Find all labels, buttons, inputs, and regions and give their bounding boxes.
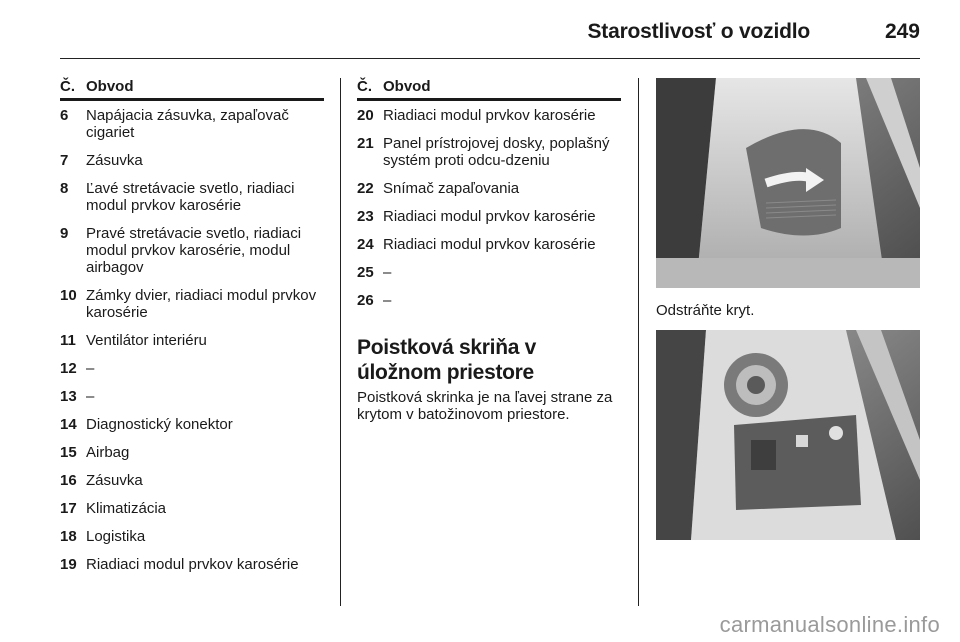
fuse-row [357,236,621,253]
fuse-number: 12 [60,360,77,377]
fuse-circuit: Zásuvka [86,472,143,489]
page-number: 249 [884,20,920,43]
column-header-number: Č. [60,78,75,95]
fuse-circuit: Pravé stretávacie svetlo, riadiaci modul prvkov karosérie, modul airbagov [86,225,302,276]
running-header-title: Starostlivosť o vozidlo [587,20,810,43]
fuse-row [60,416,324,433]
column-header-circuit: Obvod [383,78,431,95]
fuse-circuit: Riadiaci modul prvkov karosérie [383,236,596,253]
fuse-row [357,292,621,309]
fuse-row [60,388,324,405]
fuse-number: 25 [357,264,374,281]
fuse-circuit: Zásuvka [86,152,143,169]
section-paragraph: Poistková skrinka je na ľavej strane za krytom v batožinovom priestore. [357,389,613,423]
fuse-table-header [357,78,621,101]
fuse-number: 20 [357,107,374,124]
fuse-number: 8 [60,180,69,197]
fuse-number: 22 [357,180,374,197]
fuse-row [60,107,324,141]
fuse-row [60,444,324,461]
fuse-circuit: Snímač zapaľovania [383,180,520,197]
fuse-number: 11 [60,332,76,349]
column-divider-1 [340,78,341,606]
fuse-number: 21 [357,135,374,152]
fuse-row [357,135,621,169]
fuse-row [60,180,324,214]
fuse-row [60,528,324,545]
fuse-number: 24 [357,236,374,253]
fuse-table-header [60,78,324,101]
fuse-number: 19 [60,556,77,573]
fuse-row [357,107,621,124]
fuse-circuit: Diagnostický konektor [86,416,233,433]
column-header-circuit: Obvod [86,78,134,95]
fuse-table-rows [60,107,324,573]
fuse-circuit: Ľavé stretávacie svetlo, riadiaci modul prvkov karosérie [86,180,295,214]
fuse-number: 13 [60,388,77,405]
fuse-circuit: – [383,292,392,309]
fuse-box-photo [656,330,920,540]
fuse-row [60,472,324,489]
fuse-circuit: Napájacia zásuvka, zapaľovač cigariet [86,107,289,141]
fuse-circuit: Logistika [86,528,146,545]
fuse-row [357,180,621,197]
fuse-circuit: Riadiaci modul prvkov karosérie [383,107,596,124]
fuse-number: 23 [357,208,374,225]
header-divider [60,58,920,59]
fuse-row [60,360,324,377]
trunk-cover-photo [656,78,920,288]
fuse-row [60,332,324,349]
fuse-number: 16 [60,472,77,489]
fuse-circuit: Panel prístrojovej dosky, poplašný systém proti odcu-dzeniu [383,135,610,169]
fuse-number: 9 [60,225,69,242]
fuse-number: 6 [60,107,69,124]
fuse-table-2 [357,78,621,423]
fuse-row [60,152,324,169]
fuse-row [357,208,621,225]
fuse-row [60,225,324,276]
fuse-number: 26 [357,292,374,309]
section-heading: Poistková skriňa v úložnom priestore [357,336,537,384]
fuse-row [60,556,324,573]
fuse-circuit: Ventilátor interiéru [86,332,207,349]
fuse-circuit: Airbag [86,444,130,461]
fuse-circuit: – [86,388,95,405]
watermark: carmanualsonline.info [719,612,940,637]
fuse-number: 17 [60,500,77,517]
fuse-circuit: Riadiaci modul prvkov karosérie [86,556,299,573]
column-header-number: Č. [357,78,372,95]
fuse-circuit: Zámky dvier, riadiaci modul prvkov karosérie [86,287,317,321]
fuse-table-1 [60,78,324,584]
fuse-row [60,287,324,321]
fuse-circuit: Riadiaci modul prvkov karosérie [383,208,596,225]
fuse-row [60,500,324,517]
fuse-table-rows [357,107,621,309]
fuse-number: 18 [60,528,77,545]
photo-caption: Odstráňte kryt. [656,302,755,319]
fuse-row [357,264,621,281]
fuse-number: 7 [60,152,69,169]
fuse-number: 15 [60,444,77,461]
fuse-circuit: – [383,264,392,281]
column-divider-2 [638,78,639,606]
fuse-number: 10 [60,287,77,304]
fuse-number: 14 [60,416,77,433]
fuse-circuit: Klimatizácia [86,500,167,517]
fuse-circuit: – [86,360,95,377]
